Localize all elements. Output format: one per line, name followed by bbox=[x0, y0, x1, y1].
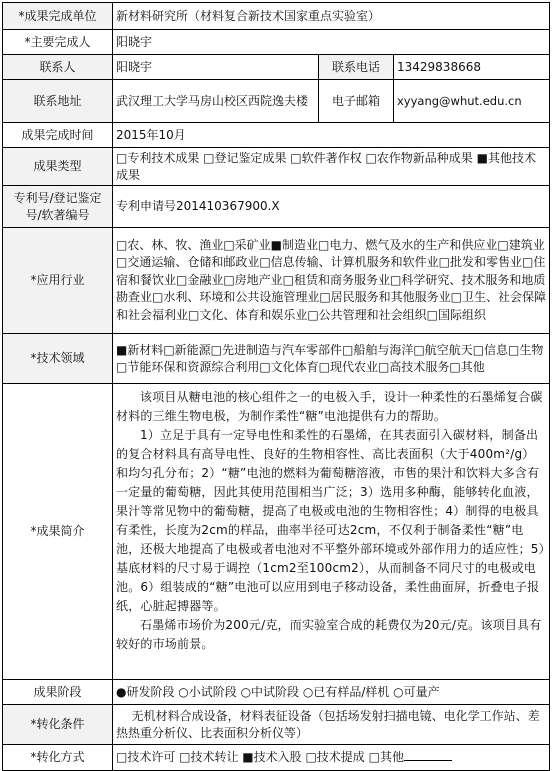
phone-value: 13429838668 bbox=[394, 55, 550, 80]
main-person-label: *主要完成人 bbox=[3, 30, 113, 55]
row-conditions bbox=[3, 705, 550, 745]
row-mode bbox=[3, 745, 550, 771]
conditions-value: 无机材料合成设备，材料表征设备（包括场发射扫描电镜、电化学工作站、差热热重分析仪、比表面积分析仪等） bbox=[113, 705, 550, 745]
mode-label: *转化方式 bbox=[3, 745, 113, 771]
unit-value: 新材料研究所（材料复合新技术国家重点实验室） bbox=[113, 3, 550, 30]
field-value: ■新材料□新能源□先进制造与汽车零部件□船舶与海洋□航空航天□信息□生物□节能环保和资源综合利用□文化体育□现代农业□高技术服务□其他 bbox=[113, 334, 550, 384]
address-label: 联系地址 bbox=[3, 80, 113, 123]
mode-value bbox=[113, 745, 550, 771]
industry-value: □农、林、牧、渔业□采矿业■制造业□电力、燃气及水的生产和供应业□建筑业□交通运输、仓储和邮政业□信息传输、计算机服务和软件业□批发和零售业□住宿和餐饮业□金融业□房地产业□租赁和商务服务业□科学研究、技术服务和地质勘查业□水利、环境和公共设施管理业□居民服务和其他服务业□卫生、社会保障和社会福利业□文化、体育和娱乐业□公共管理和社会组织□国际组织 bbox=[113, 228, 550, 334]
row-unit bbox=[3, 3, 550, 30]
row-stage bbox=[3, 680, 550, 705]
time-value: 2015年10月 bbox=[113, 123, 550, 148]
type-value: □专利技术成果 □登记鉴定成果 □软件著作权 □农作物新品种成果 ■其他技术成果 bbox=[113, 148, 550, 186]
main-person-value: 阳晓宇 bbox=[113, 30, 550, 55]
row-time bbox=[3, 123, 550, 148]
row-field bbox=[3, 334, 550, 384]
conditions-label: *转化条件 bbox=[3, 705, 113, 745]
row-summary bbox=[3, 384, 550, 680]
type-label: 成果类型 bbox=[3, 148, 113, 186]
summary-paragraph-3: 石墨烯市场价为200元/克，而实验室合成的耗费仅为20元/克。该项目具有较好的市场前景。 bbox=[116, 618, 542, 651]
unit-label: *成果完成单位 bbox=[3, 3, 113, 30]
row-patent bbox=[3, 186, 550, 228]
patent-value: 专利申请号201410367900.X bbox=[113, 186, 550, 228]
row-main-person bbox=[3, 30, 550, 55]
field-label: *技术领域 bbox=[3, 334, 113, 384]
other-blank-line bbox=[404, 749, 452, 761]
patent-label: 专利号/登记鉴定号/软著编号 bbox=[3, 186, 113, 228]
summary-value bbox=[113, 384, 550, 680]
summary-label: *成果简介 bbox=[3, 384, 113, 680]
phone-label: 联系电话 bbox=[319, 55, 394, 80]
email-value: xyyang@whut.edu.cn bbox=[394, 80, 550, 123]
row-industry bbox=[3, 228, 550, 334]
industry-label: *应用行业 bbox=[3, 228, 113, 334]
summary-paragraph-2: 1）立足于具有一定导电性和柔性的石墨烯，在其表面引入碳材料，制备出的复合材料具有高导电性、良好的生物相容性、高比表面积（大于400m²/g）和均匀孔分布；2）“糖”电池的燃料为葡萄糖溶液，市售的果汁和饮料大多含有一定量的葡萄糖，因此其使用范围相当广泛；3）选用多种酶，能够转化血液，果汁等常见物中的葡萄糖，提高了电极或电池的生物相容性；4）制得的电极具有柔性，长度为2cm的样品，曲率半径可达2cm，不仅利于制备柔性“糖”电池，还极大地提高了电极或者电池对不平整外部环境或外部作用力的适应性；5）基底材料的尺寸易于调控（1cm2至100cm2），从而制备不同尺寸的电极或电池。6）组装成的“糖”电池可以应用到电子移动设备，柔性曲面屏，折叠电子报纸，心脏起搏器等。 bbox=[116, 428, 545, 613]
achievement-table bbox=[2, 2, 550, 771]
row-address bbox=[3, 80, 550, 123]
row-contact bbox=[3, 55, 550, 80]
stage-label: 成果阶段 bbox=[3, 680, 113, 705]
address-value: 武汉理工大学马房山校区西院逸夫楼 bbox=[113, 80, 319, 123]
contact-value: 阳晓宇 bbox=[113, 55, 319, 80]
contact-label: 联系人 bbox=[3, 55, 113, 80]
email-label: 电子邮箱 bbox=[319, 80, 394, 123]
row-type bbox=[3, 148, 550, 186]
summary-paragraph-1: 该项目从糖电池的核心组件之一的电极入手，设计一种柔性的石墨烯复合碳材料的三维生物电极，为制作柔性“糖”电池提供有力的帮助。 bbox=[116, 390, 543, 423]
mode-options: □技术许可 □技术转让 ■技术入股 □技术提成 □其他 bbox=[116, 750, 404, 764]
time-label: 成果完成时间 bbox=[3, 123, 113, 148]
stage-value: ●研发阶段 ○小试阶段 ○中试阶段 ○已有样品/样机 ○可量产 bbox=[113, 680, 550, 705]
